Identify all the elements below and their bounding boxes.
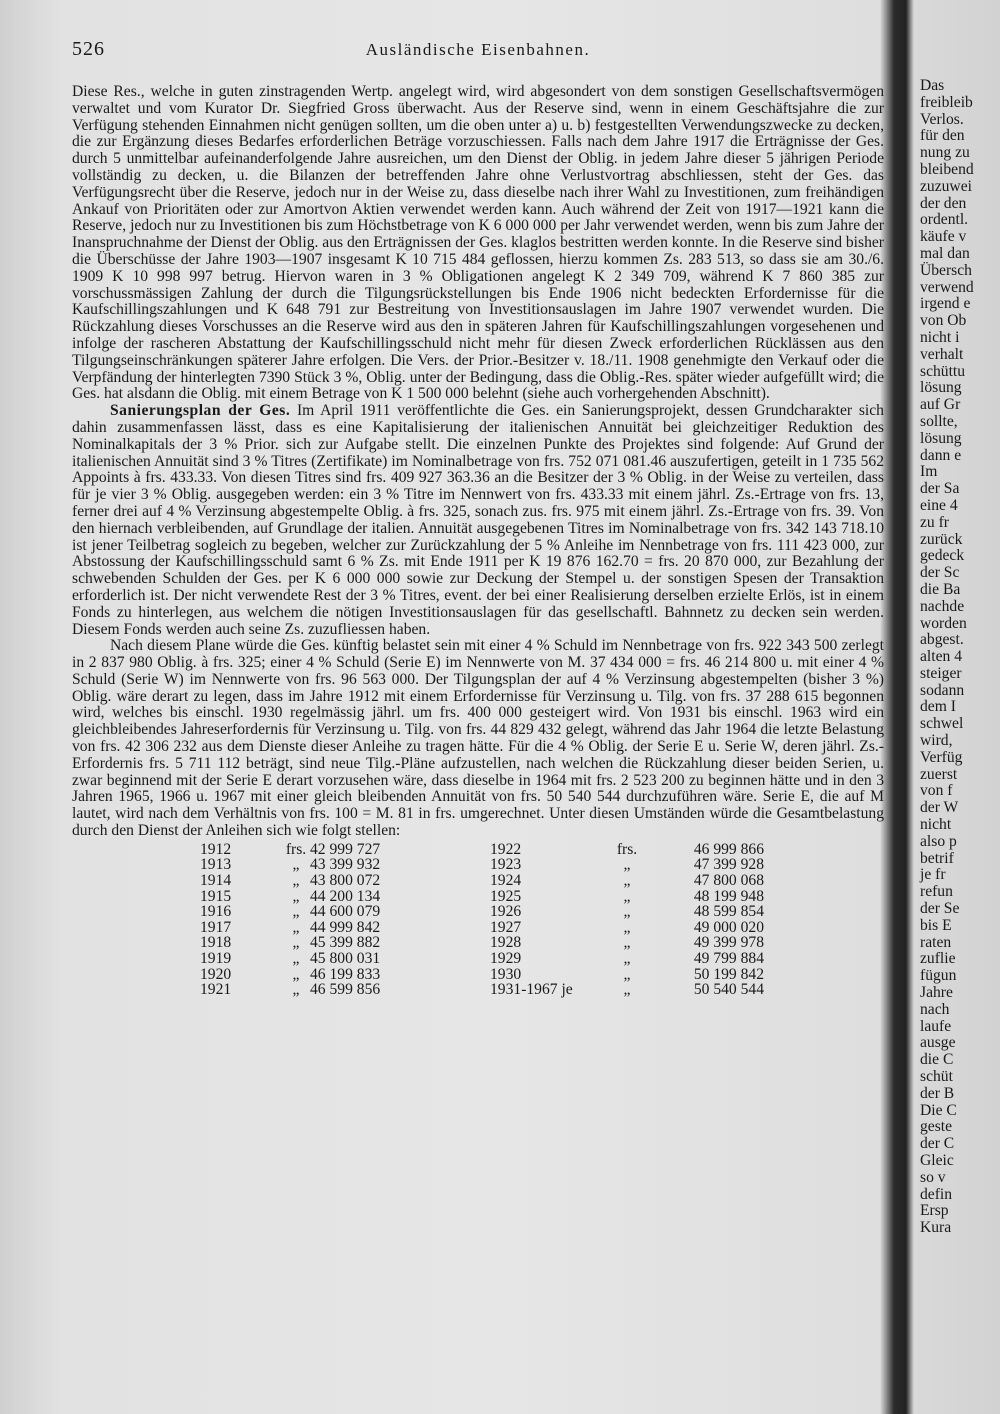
neighbor-line: dann e: [920, 446, 962, 464]
neighbor-line: lösung: [920, 379, 962, 397]
neighbor-line: Ersp: [920, 1202, 949, 1220]
neighbor-line: sollte,: [920, 412, 958, 430]
neighbor-line: Jahre: [920, 984, 953, 1002]
year-cell: 1924: [490, 872, 522, 890]
neighbor-line: eine 4: [920, 496, 958, 514]
currency-cell: „: [623, 887, 631, 905]
year-cell: 1922: [490, 840, 522, 858]
year-cell: 1915: [200, 887, 232, 905]
currency-cell: „: [623, 965, 631, 983]
neighbor-line: der C: [920, 1135, 955, 1153]
year-cell: 1919: [200, 950, 232, 968]
neighbor-line: schüt: [920, 1068, 953, 1086]
neighbor-line: zuzuwei: [920, 177, 972, 195]
neighbor-line: nicht: [920, 816, 952, 834]
neighbor-line: Gleic: [920, 1152, 954, 1169]
amount-cell: 49 399 978: [693, 934, 764, 952]
currency-cell: frs.: [616, 840, 638, 858]
neighbor-line: abgest.: [920, 631, 964, 649]
running-title: Ausländische Eisenbahnen.: [365, 40, 591, 59]
amount-cell: 50 540 544: [693, 981, 764, 999]
currency-cell: „: [292, 981, 300, 999]
currency-cell: „: [623, 903, 631, 921]
main-column: [72, 30, 884, 998]
article-body: [72, 84, 884, 840]
table-row: [200, 904, 764, 920]
neighbor-line: dem I: [920, 698, 956, 716]
neighbor-line: geste: [920, 1118, 953, 1136]
neighbor-line: auf Gr: [920, 396, 961, 414]
neighbor-line: der Sa: [920, 480, 960, 498]
neighbor-line: Das: [920, 77, 945, 94]
amount-cell: 45 399 882: [310, 934, 381, 952]
neighbor-line: der den: [920, 194, 967, 212]
year-cell: 1912: [200, 840, 232, 858]
year-cell: 1930: [490, 965, 522, 983]
neighbor-line: nach: [920, 1000, 950, 1018]
neighbor-line: von Ob: [920, 312, 967, 330]
year-cell: 1923: [490, 856, 522, 874]
neighbor-line: verhalt: [920, 345, 964, 363]
amount-cell: 50 199 842: [693, 965, 764, 983]
neighbor-page-edge: [920, 78, 1000, 1237]
neighbor-line: alten 4: [920, 648, 962, 666]
neighbor-line: zurück: [920, 530, 963, 548]
currency-cell: „: [292, 887, 300, 905]
paragraph-sanierungsplan: [72, 403, 884, 638]
neighbor-line: worden: [920, 614, 967, 632]
neighbor-line: je fr: [920, 866, 946, 884]
currency-cell: „: [292, 950, 300, 968]
amount-cell: 46 199 833: [310, 965, 381, 983]
amount-cell: 42 999 727: [310, 840, 381, 858]
neighbor-line: Verlos.: [920, 110, 964, 128]
neighbor-line: lösung: [920, 429, 962, 447]
currency-cell: „: [623, 872, 631, 890]
currency-cell: „: [292, 903, 300, 921]
neighbor-line: betrif: [920, 849, 954, 867]
neighbor-line: defin: [920, 1185, 953, 1203]
year-cell: 1926: [490, 903, 522, 921]
year-cell: 1914: [200, 872, 232, 890]
neighbor-line: für den: [920, 127, 965, 145]
page-number: 526: [72, 38, 105, 60]
amount-cell: 46 599 856: [310, 981, 381, 999]
neighbor-line: bis E: [920, 916, 952, 934]
amount-cell: 44 999 842: [310, 918, 381, 936]
amount-cell: 45 800 031: [310, 950, 381, 968]
neighbor-line: gedeck: [920, 547, 965, 565]
amount-cell: 48 599 854: [693, 903, 764, 921]
table-row: [200, 889, 764, 905]
amount-cell: 47 399 928: [693, 856, 764, 874]
amount-cell: 46 999 866: [693, 840, 764, 858]
neighbor-line: Verfüg: [920, 748, 963, 766]
currency-cell: „: [623, 934, 631, 952]
section-heading: Sanierungsplan der Ges.: [110, 402, 291, 420]
year-cell: 1918: [200, 934, 232, 952]
currency-cell: „: [292, 965, 300, 983]
year-cell: 1929: [490, 950, 522, 968]
year-cell: 1931-1967 je: [490, 981, 573, 999]
amount-cell: 47 800 068: [693, 872, 764, 890]
neighbor-line: nung zu: [920, 144, 970, 162]
year-cell: 1917: [200, 918, 232, 936]
neighbor-line: der W: [920, 799, 959, 817]
neighbor-line: wird,: [920, 732, 953, 750]
neighbor-line: nicht i: [920, 328, 960, 346]
amount-cell: 49 799 884: [693, 950, 764, 968]
neighbor-line: Kura: [920, 1219, 952, 1237]
amount-cell: 49 000 020: [693, 918, 764, 936]
currency-cell: „: [623, 856, 631, 874]
currency-cell: „: [292, 918, 300, 936]
neighbor-line: Im: [920, 463, 938, 481]
currency-cell: „: [292, 934, 300, 952]
neighbor-line: Übersch: [920, 261, 972, 279]
neighbor-line: fügun: [920, 967, 957, 985]
neighbor-line: freibleib: [920, 93, 973, 111]
paragraph-sanierungsplan-text: Im April 1911 veröffentlichte die Ges. ein Sanierungsprojekt, dessen Grundcharakter sich dahin zusammenfassen lässt, dass es eine Kapitalisierung der italienischen Annuität bei gleichzeitiger Reduktion des Nominalkapitals der 3 % Prior. sich zur Aufgabe stellt. Die einzelnen Punkte des Projektes sind folgende: Auf Grund der italienischen Annuität sind 3 % Titres (Zertifikate) im Nominalbetrage von frs. 752 071 081.46 auszufertigen, geteilt in 1 735 562 Appoints à frs. 433.33. Von diesen Titres sind frs. 409 927 363.36 an die Besitzer der 3 % Oblig. in der Weise zu verteilen, dass für je vier 3 % Oblig. ausgegeben werden: ein 3 % Titre im Nennwert von frs. 433.33 mit einem jährl. Zs.-Ertrage von frs. 13, ferner drei auf 4 % Verzinsung abgestempelte Oblig. à frs. 325, sonach zus. frs. 975 mit einem jährl. Zs.-Ertrage von frs. 39. Von den hiernach verbleibenden, auf Grundlage der italien. Annuität ausgegebenen Titres im Nominalbetrage von frs. 342 143 718.10 ist jener Teilbetrag sogleich zu begeben, welcher zur Zurückzahlung der 5 % Anleihe im Nennbetrage von frs. 111 423 000, zur Abstossung der Kaufschillingsschuld samt 6 % Zs. mit Ende 1911 per K 19 876 162.70 = frs. 20 870 000, zur Bezahlung der schwebenden Schulden der Ges. per K 6 000 000 sowie zur Deckung der Stempel u. der sonstigen Spesen der Transaktion erforderlich ist. Der nicht verwendete Rest der 3 % Titres, event. der bei einer Realisierung derselben erzielte Erlös, ist in einem Fonds zu hinterlegen, aus welchem die nötigen Investitionsauslagen für das gesellschaftl. Bahnnetz zu decken sein werden. Diesem Fonds werden auch seine Zs. zuzufliessen haben.: [72, 402, 884, 638]
amount-cell: 43 399 932: [310, 856, 381, 874]
amount-cell: 43 800 072: [310, 872, 381, 890]
neighbor-line: ausge: [920, 1034, 956, 1052]
neighbor-line: die Ba: [920, 580, 961, 598]
year-cell: 1921: [200, 981, 232, 999]
neighbor-line: zuflie: [920, 950, 956, 968]
table-row: [200, 842, 764, 858]
currency-cell: „: [292, 872, 300, 890]
neighbor-line: steiger: [920, 664, 962, 682]
neighbor-line: käufe v: [920, 228, 967, 246]
neighbor-line: sodann: [920, 681, 965, 699]
neighbor-line: der Sc: [920, 564, 960, 582]
year-cell: 1916: [200, 903, 232, 921]
table-row: [200, 967, 764, 983]
year-cell: 1913: [200, 856, 232, 874]
neighbor-line: laufe: [920, 1017, 952, 1035]
year-cell: 1925: [490, 887, 522, 905]
neighbor-line: refun: [920, 883, 953, 901]
paragraph-plan-belastung: Nach diesem Plane würde die Ges. künftig belastet sein mit einer 4 % Schuld im Nennbetrage von frs. 922 343 500 zerlegt in 2 837 980 Oblig. à frs. 325; einer 4 % Schuld (Serie E) im Nennwerte von M. 37 434 000 = frs. 46 214 800 u. mit einer 4 % Schuld (Serie W) im Nennwerte von frs. 96 563 000. Der Tilgungsplan der auf 4 % Verzinsung abgestempelten (bisher 3 %) Oblig. wäre derart zu legen, dass im Jahre 1912 mit einem Erfordernisse für Verzinsung u. Tilg. von frs. 37 288 615 begonnen wird, welches bis einschl. 1930 regelmässig jährl. um frs. 400 000 gesteigert wird. Von 1931 bis einschl. 1963 wird ein gleichbleibendes Jahreserfordernis für Verzinsung u. Tilg. von frs. 44 829 432 gelegt, während das Jahr 1964 die letzte Belastung von frs. 42 306 232 aus dem Dienste dieser Anleihe zu tragen hätte. Für die 4 % Oblig. der Serie E u. Serie W, deren jährl. Zs.-Erfordernis frs. 5 711 112 beträgt, sind neue Tilg.-Pläne aufzustellen, nach welchen die Rückzahlung dieser beiden Serien, u. zwar beginnend mit der Serie E derart vorzusehen wäre, dass dieselbe in 1964 mit frs. 2 523 200 zu beginnen hätte und in den 3 Jahren 1965, 1966 u. 1967 mit einer gleich bleibenden Annuität von frs. 50 540 544 durchzuführen wäre. Serie E, die auf M lautet, wird nach dem Verhältnis von frs. 100 = M. 81 in frs. umgerechnet. Unter diesen Umständen würde die Gesamtbelastung durch den Dienst der Anleihen sich wie folgt stellen:: [72, 637, 884, 840]
neighbor-line: schüttu: [920, 362, 966, 380]
amount-cell: 44 600 079: [310, 903, 381, 921]
currency-cell: frs.: [285, 840, 307, 858]
currency-cell: „: [623, 950, 631, 968]
table-row: [200, 982, 764, 998]
neighbor-line: also p: [920, 832, 957, 850]
amount-cell: 44 200 134: [310, 887, 381, 905]
neighbor-line: mal dan: [920, 244, 970, 262]
neighbor-line: ordentl.: [920, 211, 969, 229]
table-row: [200, 873, 764, 889]
page-header: [72, 30, 884, 64]
neighbor-line: Die C: [920, 1101, 957, 1119]
currency-cell: „: [292, 856, 300, 874]
neighbor-line: verwend: [920, 278, 974, 296]
neighbor-line: so v: [920, 1168, 946, 1186]
neighbor-line: der Se: [920, 900, 960, 918]
neighbor-line: schwel: [920, 715, 964, 733]
neighbor-line: irgend e: [920, 295, 971, 313]
year-cell: 1920: [200, 965, 232, 983]
neighbor-line: der B: [920, 1084, 955, 1102]
neighbor-line: nachde: [920, 597, 965, 615]
currency-cell: „: [623, 981, 631, 999]
year-cell: 1927: [490, 918, 522, 936]
table-row: [200, 951, 764, 967]
neighbor-line: raten: [920, 933, 952, 951]
neighbor-line: die C: [920, 1051, 954, 1069]
annual-burden-table: [200, 842, 764, 998]
neighbor-line: zuerst: [920, 765, 958, 783]
neighbor-line: von f: [920, 782, 953, 800]
neighbor-line: zu fr: [920, 513, 950, 531]
amount-cell: 48 199 948: [693, 887, 764, 905]
table-row: [200, 935, 764, 951]
neighbor-line: bleibend: [920, 160, 974, 178]
year-cell: 1928: [490, 934, 522, 952]
table-row: [200, 857, 764, 873]
table-row: [200, 920, 764, 936]
currency-cell: „: [623, 918, 631, 936]
paragraph-reserve: Diese Res., welche in guten zinstragenden Wertp. angelegt wird, wird abgesondert von dem sonstigen Gesellschaftsvermögen verwaltet und vom Kurator Dr. Siegfried Gross überwacht. Aus der Reserve sind, wenn in einem Geschäftsjahre die zur Verfügung stehenden Einnahmen nicht genügen sollten, um die oben unter a) u. b) festgestellten Verwendungszwecke zu decken, die zur Ergänzung dieses Bedarfes erforderlichen Beträge vorzuschiessen. Falls nach dem Jahre 1917 die Erträgnisse der Ges. durch 5 unmittelbar aufeinanderfolgende Jahre ausreichen, um den Dienst der Oblig. in jedem Jahre dieser 5 jährigen Periode vollständig zu decken, u. die Bilanzen der betreffenden Jahre ohne Verlustvortrag abschliessen, steht der Ges. das Verfügungsrecht über die Reserve, jedoch nur in der Weise zu, dass dieselbe nach ihrer Wahl zu Investitionen, zum freihändigen Ankauf von Prioritäten oder zur Amortvon Aktien verwendet werden kann. Auch während der Zeit von 1917—1921 kann die Reserve, jedoch nur zu Investitionen bis zum Höchstbetrage von K 6 000 000 per Jahr verwendet werden, wenn bis zum Jahre der Inanspruchnahme der Dienst der Oblig. aus den Erträgnissen der Ges. klaglos bestritten werden konnte. In die Reserve sind bisher die Überschüsse der Jahre 1903—1907 insgesamt K 10 715 484 geflossen, hierzu kommen Zs. 283 513, so dass sie am 30./6. 1909 K 10 998 997 betrug. Hiervon waren in 3 % Obligationen angelegt K 2 349 709, während K 7 860 385 zur vorschussmässigen Zahlung der durch die Tilgungsrückstellungen bis Ende 1906 nicht bedeckten Erfordernisse für die Kaufschillingszahlungen und K 648 791 zur Bestreitung von Investitionsauslagen im Jahre 1907 verwendet wurden. Die Rückzahlung dieses Vorschusses an die Reserve wird aus den in späteren Jahren für Kaufschillingszahlungen vorgesehenen und infolge der rascheren Abstattung der Kaufschillingsschuld nicht mehr für diesen Zweck erforderlichen Rücklässen aus den Tilgungseinschränkungen späterer Jahre erfolgen. Die Vers. der Prior.-Besitzer v. 18./11. 1908 genehmigte den Verkauf oder die Verpfändung der hinterlegten 7390 Stück 3 %, Oblig. unter der Bedingung, dass die Oblig.-Res. später wieder aufgefüllt wird; die Ges. hat alsdann die Oblig. mit einem Betrage von K 1 500 000 belehnt (siehe auch vorhergehenden Abschnitt).: [72, 83, 884, 403]
